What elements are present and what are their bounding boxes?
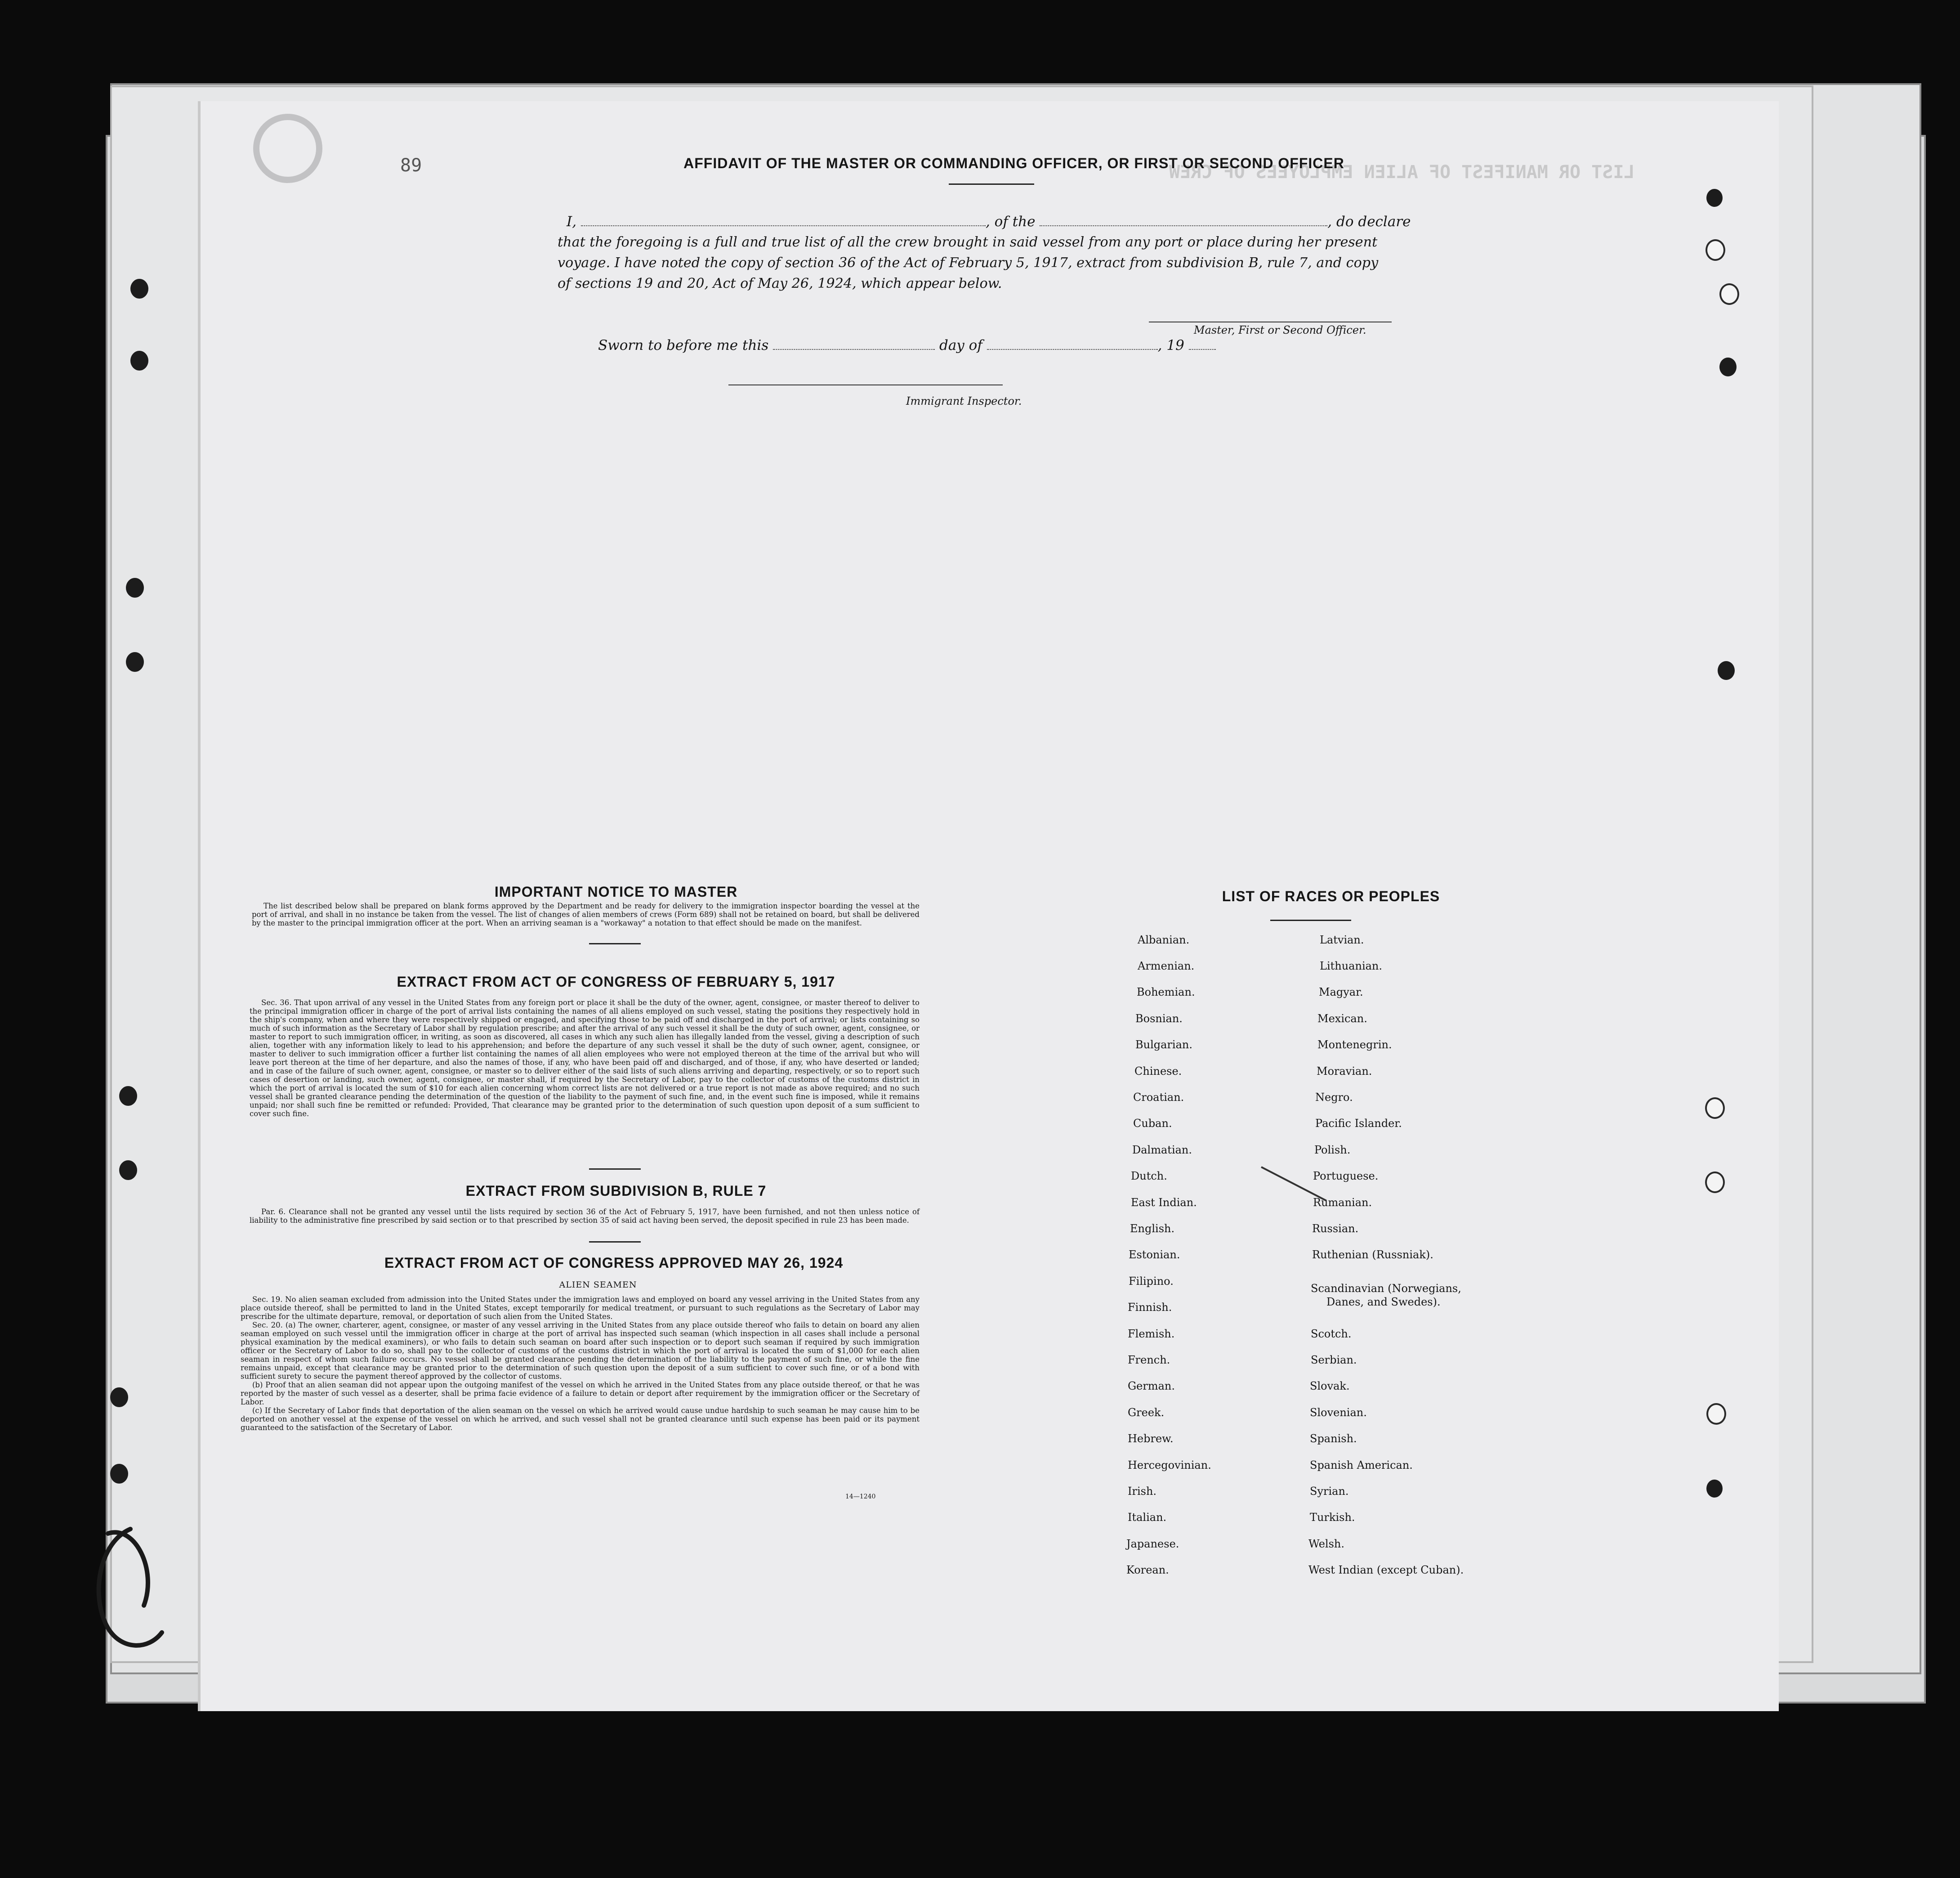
affidavit-line-4: of sections 19 and 20, Act of May 26, 1924, which appear below.: [558, 276, 1002, 291]
rule7-text: Par. 6. Clearance shall not be granted any vessel until the lists required by section 36 of the Act of February 5, 1917, have been furnished, and not then unless notice of liability to the administrative fine prescribed by said section or to that prescribed by section 35 of said act having been served, the deposit specified in rule 23 has been made.: [250, 1207, 920, 1225]
race-item: Slovenian.: [1310, 1406, 1367, 1419]
race-item: Dutch.: [1131, 1170, 1167, 1182]
race-item: Ruthenian (Russniak).: [1312, 1248, 1433, 1261]
punch-hole: [1705, 1172, 1725, 1193]
race-item: Italian.: [1128, 1511, 1167, 1524]
race-item: Scandinavian (Norwegians,: [1311, 1282, 1461, 1295]
punch-hole: [126, 652, 144, 672]
bleed-through-ghost: LIST OR MANIFEST OF ALIEN EMPLOYEES OF CREW: [1169, 162, 1635, 183]
title-divider: [949, 183, 1034, 185]
race-item: Bosnian.: [1135, 1012, 1183, 1025]
race-item: Albanian.: [1138, 934, 1190, 946]
race-item: Bulgarian.: [1135, 1038, 1192, 1051]
race-item: Rumanian.: [1313, 1196, 1372, 1209]
race-item: Spanish American.: [1310, 1459, 1413, 1471]
sworn-day-of: day of: [939, 337, 982, 353]
race-item: Estonian.: [1129, 1248, 1180, 1261]
sec-20c-text: (c) If the Secretary of Labor finds that deportation of the alien seaman on the vessel on which he arrived would cause undue hardship to such seaman he may cause him to be deported on another vessel at the expense of the vessel on which he arrived, and such vessel shall not be granted clearance until such expense has been paid or its payment guaranteed to the satisfaction of the Secretary of Labor.: [241, 1406, 920, 1432]
rule7-title: EXTRACT FROM SUBDIVISION B, RULE 7: [465, 1183, 767, 1199]
race-item: Finnish.: [1128, 1301, 1172, 1314]
affidavit-declare: , do declare: [1327, 214, 1411, 230]
alien-seamen-subtitle: ALIEN SEAMEN: [559, 1280, 637, 1290]
race-item: Spanish.: [1310, 1432, 1357, 1445]
punch-hole: [1706, 1403, 1726, 1425]
extract-1924-text: [241, 1295, 920, 1432]
notice-text: The list described below shall be prepared on blank forms approved by the Department and be ready for delivery to the immigration inspector boarding the vessel at the port of arrival, and shall in no instance be taken from the vessel. The list of changes of alien members of crews (Form 689) shall not be retained on board, but shall be delivered by the master to the principal immigration officer at the port. When an arriving seaman is a "workaway" a notation to that effect should be made on the manifest.: [252, 902, 920, 927]
race-item: Greek.: [1128, 1406, 1165, 1419]
punch-hole: [126, 578, 144, 598]
race-item: Hercegovinian.: [1128, 1459, 1211, 1471]
race-item: Bohemian.: [1137, 986, 1195, 998]
affidavit-line-3: voyage. I have noted the copy of section 36 of the Act of February 5, 1917, extract from subdivision B, rule 7, and copy: [558, 255, 1379, 271]
rule7-divider: [589, 1241, 641, 1243]
notice-divider: [589, 943, 641, 944]
races-divider: [1270, 920, 1351, 921]
race-item: Croatian.: [1133, 1091, 1184, 1104]
race-item: Mexican.: [1317, 1012, 1367, 1025]
sec-20a-text: Sec. 20. (a) The owner, charterer, agent, consignee, or master of any vessel arriving in the United States from any place outside thereof who fails to detain on board any alien seaman employed on such vessel until the immigration officer in charge at the port of arrival has inspected such seaman (which inspection in all cases shall include a personal physical examination by the medical examiners), or who fails to detain such seaman on board after such inspection or to deport such seaman if required by such immigration officer or the Secretary of Labor to do so, shall pay to the collector of customs of the customs district in which the port of arrival is located the sum of $1,000 for each alien seaman in respect of whom such failure occurs. No vessel shall be granted clearance pending the determination of the liability to the payment of such fine, or while the fine remains unpaid, except that clearance may be granted prior to the determination of such question upon the deposit of a sum sufficient to cover such fine, or of a bond with sufficient surety to secure the payment thereof approved by the collector of customs.: [241, 1321, 920, 1381]
punch-hole: [119, 1086, 137, 1106]
extract-1924-title: EXTRACT FROM ACT OF CONGRESS APPROVED MAY 26, 1924: [384, 1255, 844, 1271]
sworn-line: [598, 335, 1216, 356]
affidavit-of-the: , of the: [985, 214, 1036, 230]
race-item: Lithuanian.: [1320, 960, 1383, 972]
punch-hole: [1719, 358, 1737, 376]
punch-hole: [1706, 189, 1723, 207]
race-item: Russian.: [1312, 1222, 1359, 1235]
punch-hole: [1718, 661, 1735, 680]
race-item: Korean.: [1126, 1564, 1169, 1576]
race-item: Danes, and Swedes).: [1326, 1296, 1441, 1308]
punch-hole: [110, 1387, 128, 1407]
race-item: German.: [1128, 1380, 1175, 1392]
race-item: Montenegrin.: [1317, 1038, 1392, 1051]
punch-hole: [1706, 239, 1725, 261]
punch-hole: [119, 1160, 137, 1180]
notice-title: IMPORTANT NOTICE TO MASTER: [494, 884, 738, 900]
race-item: Irish.: [1128, 1485, 1157, 1498]
page-number: 89: [400, 155, 422, 176]
race-item: Flemish.: [1128, 1328, 1175, 1340]
race-item: Turkish.: [1310, 1511, 1355, 1524]
race-item: West Indian (except Cuban).: [1308, 1564, 1464, 1576]
sworn-text: Sworn to before me this: [598, 337, 769, 353]
sec-19-text: Sec. 19. No alien seaman excluded from admission into the United States under the immigration laws and employed on board any vessel arriving in the United States from any place outside thereof, shall be permitted to land in the United States, except temporarily for medical treatment, or pursuant to such regulations as the Secretary of Labor may prescribe for the ultimate departure, removal, or deportation of such alien from the United States.: [241, 1295, 920, 1321]
handwritten-mark: [81, 1516, 180, 1659]
race-item: Polish.: [1314, 1144, 1351, 1156]
race-item: Dalmatian.: [1132, 1144, 1192, 1156]
race-item: Filipino.: [1129, 1275, 1174, 1288]
affidavit-title: AFFIDAVIT OF THE MASTER OR COMMANDING OFFICER, OR FIRST OR SECOND OFFICER: [683, 155, 1344, 171]
races-title: LIST OF RACES OR PEOPLES: [1222, 888, 1440, 904]
punch-hole: [110, 1464, 128, 1484]
inspector-label: Immigrant Inspector.: [906, 395, 1022, 407]
pen-stroke: [1259, 1165, 1331, 1205]
punch-hole: [1705, 1097, 1725, 1119]
race-item: Chinese.: [1134, 1065, 1182, 1078]
race-item: Moravian.: [1317, 1065, 1372, 1078]
affidavit-line-1: [567, 211, 1411, 232]
name-blank[interactable]: [581, 213, 986, 226]
race-item: Welsh.: [1308, 1538, 1344, 1550]
stamp-mark: [243, 108, 333, 189]
race-item: Negro.: [1315, 1091, 1353, 1104]
extract-1917-title: EXTRACT FROM ACT OF CONGRESS OF FEBRUARY 5, 1917: [397, 974, 835, 990]
race-item: Serbian.: [1311, 1354, 1357, 1366]
master-signature-label: Master, First or Second Officer.: [1194, 324, 1366, 336]
race-item: Latvian.: [1320, 934, 1364, 946]
race-item: Japanese.: [1126, 1538, 1179, 1550]
punch-hole: [130, 351, 148, 371]
race-item: Armenian.: [1138, 960, 1195, 972]
punch-hole: [130, 279, 148, 299]
race-item: Cuban.: [1133, 1117, 1172, 1130]
race-item: Slovak.: [1310, 1380, 1350, 1392]
sworn-day-blank[interactable]: [773, 336, 935, 350]
sworn-year-blank[interactable]: [1189, 336, 1216, 350]
race-item: Hebrew.: [1128, 1432, 1174, 1445]
extract-1917-divider: [589, 1168, 641, 1170]
sworn-year: , 19: [1157, 337, 1184, 353]
vessel-blank[interactable]: [1040, 213, 1327, 226]
affidavit-i: I,: [567, 214, 577, 230]
extract-1917-text: Sec. 36. That upon arrival of any vessel in the United States from any foreign port or place it shall be the duty of the owner, agent, consignee, or master thereof to deliver to the principal immigration officer in charge of the port of arrival lists containing the names of all aliens employed on such vessel, stating the positions they respectively hold in the ship's company, when and where they were respectively shipped or engaged, and specifying those to be paid off and discharged in the port of arrival; or lists containing so much of such information as the Secretary of Labor shall by regulation prescribe; and after the arrival of any such vessel it shall be the duty of such owner, agent, consignee, or master to report to such immigration officer, in writing, as soon as discovered, all cases in which any such alien has illegally landed from the vessel, giving a description of such alien, together with any information likely to lead to his apprehension; and before the departure of any such vessel it shall be the duty of such owner, agent, consignee, or master to deliver to such immigration officer a further list containing the names of all alien employees who were not employed thereon at the time of the arrival but who will leave port thereon at the time of her departure, and also the names of those, if any, who have been paid off and discharged, and of those, if any, who have deserted or landed; and in case of the failure of such owner, agent, consignee, or master so to deliver either of the said lists of such aliens arriving and departing, respectively, or so to report such cases of desertion or landing, such owner, agent, consignee, or master shall, if required by the Secretary of Labor, pay to the collector of customs of the customs district in which the port of arrival is located the sum of $10 for each alien concerning whom correct lists are not delivered or a true report is not made as above required; and no such vessel shall be granted clearance pending the determination of the question of the liability to the payment of such fine, and, in the event such fine is imposed, while it remains unpaid; nor shall such fine be remitted or refunded: Provided, That clearance may be granted prior to the determination of such question upon deposit of a sum sufficient to cover such fine.: [250, 998, 920, 1118]
race-item: French.: [1128, 1354, 1170, 1366]
affidavit-line-2: that the foregoing is a full and true list of all the crew brought in said vessel from any port or place during her present: [558, 234, 1378, 250]
race-item: English.: [1130, 1222, 1175, 1235]
sworn-month-blank[interactable]: [987, 336, 1158, 350]
race-item: Syrian.: [1310, 1485, 1349, 1498]
race-item: East Indian.: [1131, 1196, 1197, 1209]
race-item: Magyar.: [1319, 986, 1363, 998]
punch-hole: [1706, 1480, 1723, 1498]
punch-hole: [1719, 283, 1739, 305]
race-item: Portuguese.: [1313, 1170, 1379, 1182]
race-item: Scotch.: [1311, 1328, 1352, 1340]
sec-20b-text: (b) Proof that an alien seaman did not appear upon the outgoing manifest of the vessel on which he arrived in the United States from any place outside thereof, or that he was reported by the master of such vessel as a deserter, shall be prima facie evidence of a failure to detain or deport after requirement by the immigration officer or the Secretary of Labor.: [241, 1381, 920, 1406]
race-item: Pacific Islander.: [1315, 1117, 1402, 1130]
form-number: 14—1240: [845, 1493, 876, 1500]
